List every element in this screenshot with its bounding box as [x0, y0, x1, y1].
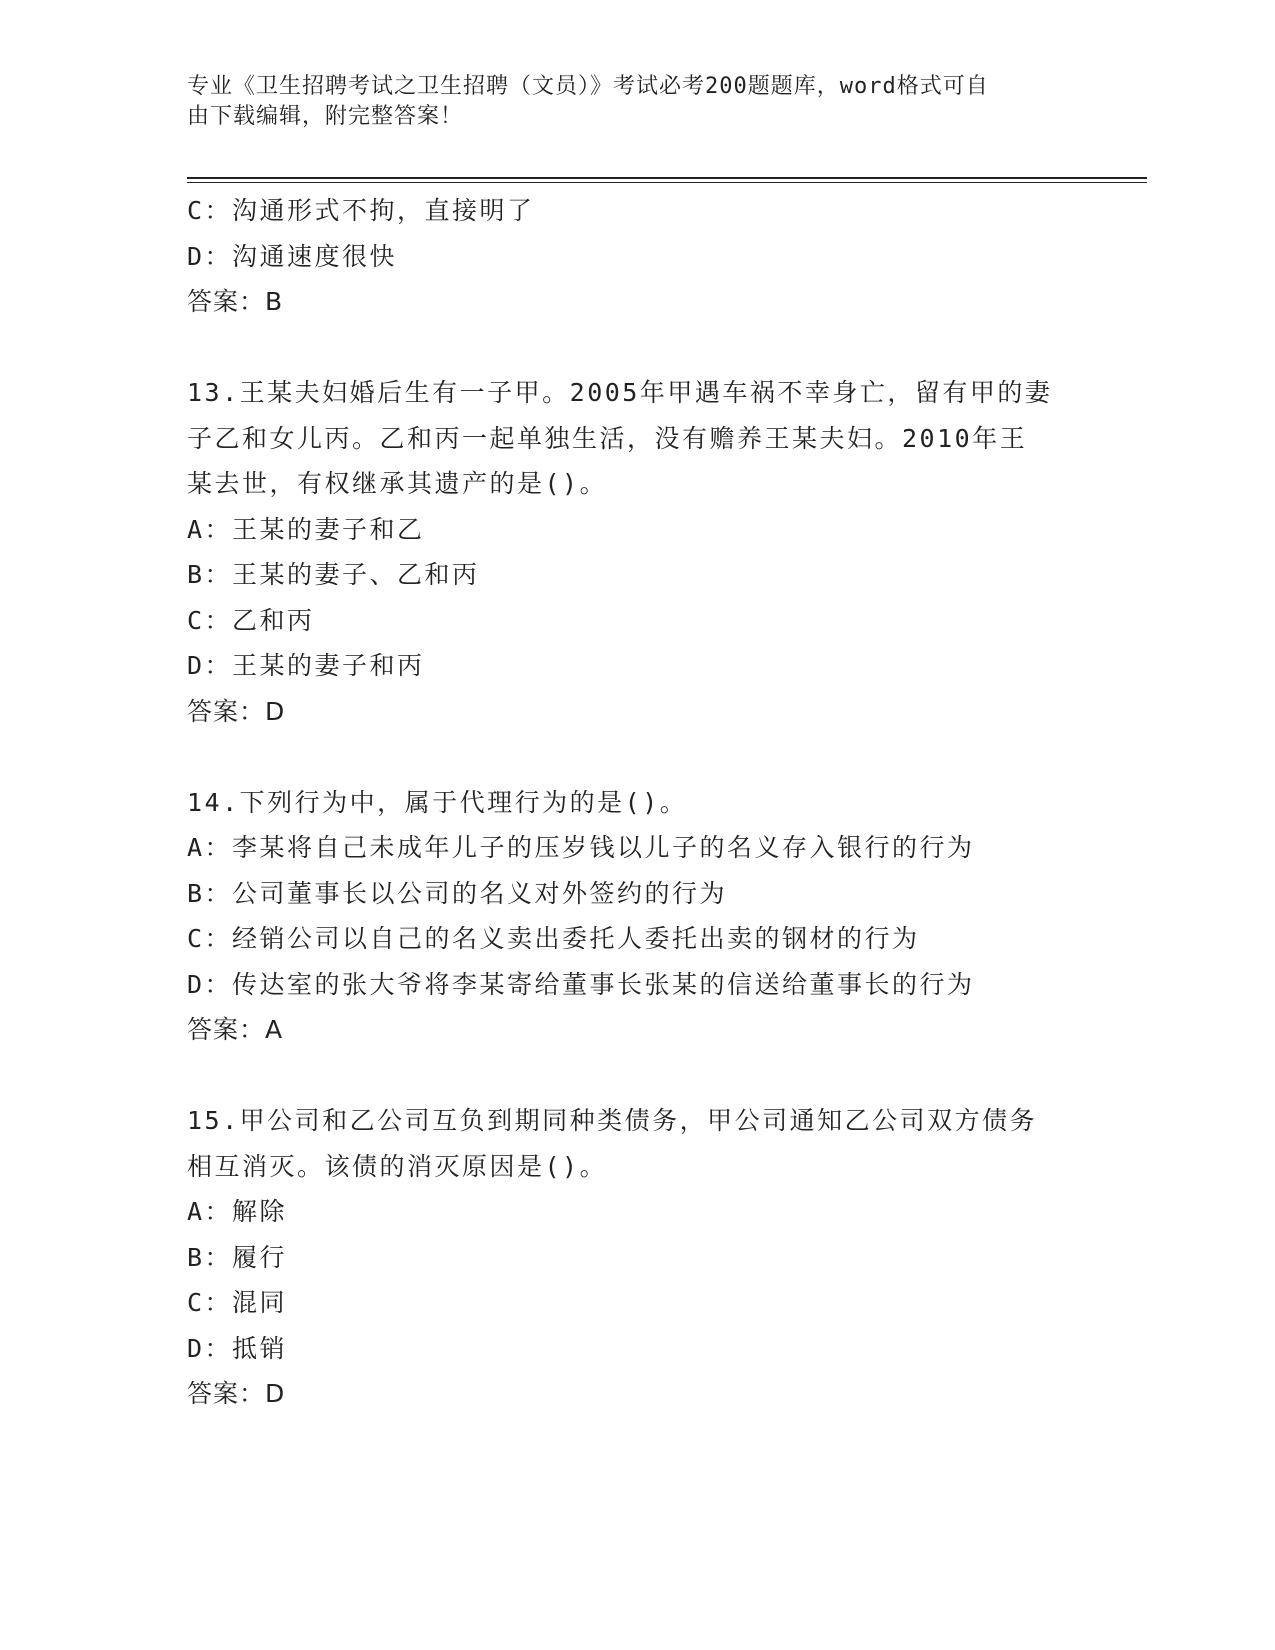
document-body	[187, 188, 1087, 1417]
option-c: C：沟通形式不拘，直接明了	[187, 196, 535, 225]
header-rule-thick	[187, 177, 1147, 179]
option-a: A：李某将自己未成年儿子的压岁钱以儿子的名义存入银行的行为	[187, 833, 975, 862]
question-stem: 15.甲公司和乙公司互负到期同种类债务，甲公司通知乙公司双方债务	[187, 1106, 1038, 1135]
option-a: A：解除	[187, 1197, 288, 1226]
document-header	[187, 72, 1087, 132]
question-13	[187, 370, 1087, 734]
spacer	[187, 325, 1087, 371]
question-stem: 相互消灭。该债的消灭原因是()。	[187, 1151, 608, 1181]
question-stem: 13.王某夫妇婚后生有一子甲。2005年甲遇车祸不幸身亡，留有甲的妻	[187, 378, 1053, 407]
option-d: D：王某的妻子和丙	[187, 651, 425, 680]
header-rule-thin	[187, 182, 1147, 183]
option-d: D：沟通速度很快	[187, 241, 398, 271]
option-d: D：传达室的张大爷将李某寄给董事长张某的信送给董事长的行为	[187, 969, 975, 999]
spacer	[187, 734, 1087, 780]
spacer	[187, 1053, 1087, 1099]
answer: 答案：D	[187, 696, 286, 726]
header-line-1: 专业《卫生招聘考试之卫生招聘（文员）》考试必考200题题库，word格式可自	[187, 74, 989, 99]
question-stem: 14.下列行为中，属于代理行为的是()。	[187, 787, 688, 817]
previous-question-tail	[187, 188, 1087, 325]
answer: 答案：A	[187, 1015, 284, 1044]
question-14	[187, 780, 1087, 1053]
answer: 答案：D	[187, 1379, 286, 1408]
header-line-2: 由下载编辑，附完整答案！	[187, 104, 464, 129]
option-d: D：抵销	[187, 1333, 288, 1363]
option-a: A：王某的妻子和乙	[187, 514, 425, 544]
option-c: C：混同	[187, 1288, 288, 1317]
option-b: B：履行	[187, 1242, 288, 1272]
question-15	[187, 1098, 1087, 1417]
answer: 答案：B	[187, 287, 284, 316]
question-stem: 子乙和女儿丙。乙和丙一起单独生活，没有赡养王某夫妇。2010年王	[187, 423, 1028, 453]
question-stem: 某去世，有权继承其遗产的是()。	[187, 469, 608, 498]
option-c: C：乙和丙	[187, 605, 315, 635]
option-c: C：经销公司以自己的名义卖出委托人委托出卖的钢材的行为	[187, 924, 920, 953]
option-b: B：王某的妻子、乙和丙	[187, 560, 480, 589]
option-b: B：公司董事长以公司的名义对外签约的行为	[187, 878, 728, 908]
